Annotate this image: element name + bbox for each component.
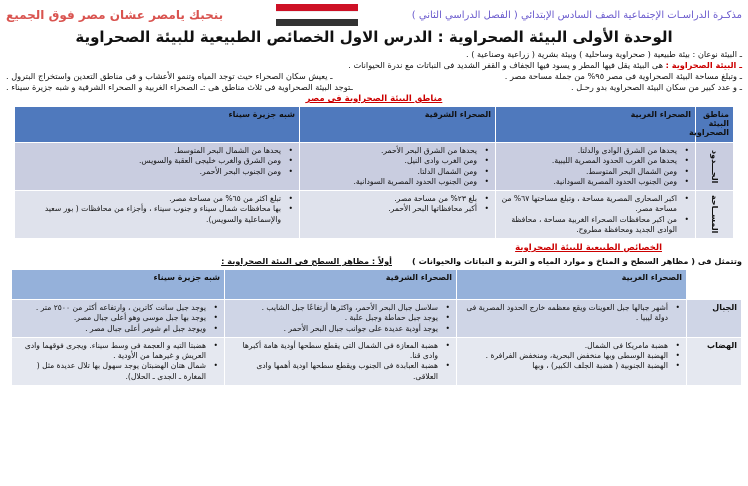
- cell: [12, 300, 225, 338]
- memo-header: مذكـرة الدراسـات الإجتماعية الصف السادس الإبتدائي ( الفصل الدراسي الثاني ): [411, 9, 742, 21]
- cell: [15, 143, 300, 191]
- list-item: • يحدها من الشرق البحر الأحمر.: [304, 146, 491, 156]
- cell: [300, 191, 496, 239]
- list-item: • ومن الجنوب البحر الأحمر.: [19, 167, 295, 177]
- intro-line: ـ يعيش سكان الصحراء حيث توجد المياه وتنمو الأعشاب و فى مناطق التعدين واستخراج البترول .: [6, 71, 333, 81]
- header-cell: الصحراء الشرقية: [225, 270, 457, 300]
- list-item: • هضبة العبابدة فى الجنوب ويقطع سطحها اودية أهمها وادى العلاقى.: [229, 361, 452, 382]
- row-label: المســاحة: [696, 191, 734, 239]
- intro-line: [6, 60, 742, 71]
- list-item: • ومن الجنوب الحدود المصرية السودانية.: [500, 177, 691, 187]
- bullet-list: [500, 194, 691, 235]
- cell: [225, 337, 457, 385]
- intro-line: ـ وتبلغ مساحة البيئة الصحراوية فى مصر ٩٥% من جملة مساحة مصر .: [504, 71, 742, 81]
- row-label: الحـــدود: [696, 143, 734, 191]
- cell: [496, 191, 696, 239]
- intro-line: ـ البيئة نوعان : بيئة طبيعية ( صحراوية وساحلية ) وبيئة بشرية ( زراعية وصناعية ) .: [466, 49, 742, 59]
- table-row: [15, 143, 734, 191]
- row-label: الجبال: [687, 300, 742, 338]
- page-title: الوحدة الأولى البيئة الصحراوية : الدرس الاول الخصائص الطبيعية للبيئة الصحراوية: [75, 28, 673, 46]
- bullet-list: [229, 341, 452, 382]
- intro-row: [6, 82, 742, 93]
- section2-line: وتتمثل فى ( مظاهر السطح و المناخ و موارد المياه و التربة و النباتات والحيوانات ): [412, 256, 742, 266]
- bullet-list: [304, 194, 491, 215]
- cell: [300, 143, 496, 191]
- list-item: • بها محافظات شمال سيناء و جنوب سيناء ، وأجزاء من محافظات ( بور سعيد والإسماعلية والسويس).: [19, 204, 295, 225]
- list-item: • الهضبة الوسطى وبها منخفض البحرية، ومنخفض الفرافرة .: [461, 351, 682, 361]
- cell: [15, 191, 300, 239]
- bullet-list: [500, 146, 691, 187]
- header-cell: شبه جزيرة سيناء: [12, 270, 225, 300]
- slogan: بنحبك يامصر عشان مصر فوق الجميع: [6, 8, 224, 22]
- list-item: • سلاسل جبال البحر الأحمر، واكثرها أرتفاعًا جبل الشايب .: [229, 303, 452, 313]
- list-item: • أشهر جبالها جبل العوينات ويقع معظمه خارج الحدود المصرية فى دولة ليبيا .: [461, 303, 682, 324]
- bullet-list: [16, 303, 220, 334]
- table1-subtitle: مناطق البيئة الصحراوية فى مصر: [305, 94, 443, 104]
- table-row: [15, 191, 734, 239]
- bullet-list: [16, 341, 220, 382]
- row-label: الهضاب: [687, 337, 742, 385]
- list-item: • هضبتا التيه و العجمة فى وسط سيناء. ويجرى فوقهما وادى العريش و غيرهما من الأودية .: [16, 341, 220, 362]
- table-row: [12, 300, 742, 338]
- header-cell: شبه جزيرة سيناء: [15, 107, 300, 143]
- cell: [496, 143, 696, 191]
- bullet-list: [229, 303, 452, 334]
- list-item: • يحدها من الغرب الحدود المصرية الليبية.: [500, 156, 691, 166]
- bullet-list: [461, 341, 682, 372]
- cell: [457, 300, 687, 338]
- bullet-list: [304, 146, 491, 187]
- bullet-list: [19, 194, 295, 225]
- section2-sub: أولاً : مظاهر السطح فى البيئة الصحراوية :: [221, 256, 392, 266]
- header-cell: الصحراء الشرقية: [300, 107, 496, 143]
- intro-line: ـتوجد البيئة الصحراوية فى ثلاث مناطق هى :ـ الصحراء الغربية و الصحراء الشرقية و شبه جزيرة سيناء .: [6, 82, 353, 92]
- list-item: • اكبر الصحارى المصرية مساحة ، وتبلغ مساحتها ٦٧% من مساحة مصر.: [500, 194, 691, 215]
- header-cell: مناطق البيئة الصحراوية: [696, 107, 734, 143]
- list-item: • تبلغ اكثر من ٦٥% من مساحة مصر.: [19, 194, 295, 204]
- header-cell: [687, 270, 742, 300]
- egypt-flag-icon: [276, 4, 358, 26]
- header-cell: الصحراء الغربية: [496, 107, 696, 143]
- list-item: • يوجد بها جبل موسى وهو أعلى جبال مصر.: [16, 313, 220, 323]
- cell: [12, 337, 225, 385]
- cell: [457, 337, 687, 385]
- bullet-list: [19, 146, 295, 177]
- list-item: • ويوجد جبل ام شومر أعلى جبال مصر .: [16, 324, 220, 334]
- list-item: • يحدها من الشمال البحر المتوسط.: [19, 146, 295, 156]
- list-item: • الهضبة الجنوبية ( هضبة الجلف الكبير) ، وبها: [461, 361, 682, 371]
- list-item: • شمال هتان الهضبتان يوجد سهول بها تلال عديدة مثل ( المغارة ـ الجدى ـ الحلال).: [16, 361, 220, 382]
- list-item: • يوجد جبل سانت كاترين ، وارتفاعه أكثر من ٢٥٠٠ متر .: [16, 303, 220, 313]
- list-item: • ومن الجنوب الحدود المصرية السودانية.: [304, 177, 491, 187]
- list-item: • ومن الشمال البحر المتوسط.: [500, 167, 691, 177]
- list-item: • يوجد جبل حماطة وجبل علبة .: [229, 313, 452, 323]
- header-cell: الصحراء الغربية: [457, 270, 687, 300]
- list-item: • ومن الغرب وادى النيل.: [304, 156, 491, 166]
- bullet-list: [461, 303, 682, 324]
- section2-lines: [6, 255, 742, 267]
- list-item: • يحدها من الشرق الوادى والدلتا.: [500, 146, 691, 156]
- list-item: • هضبة المعازة فى الشمال التى يقطع سطحها أودية هامة أكبرها وادى قنا.: [229, 341, 452, 362]
- list-item: • من اكبر محافظات الصحراء الغربية مساحة ، محافظة الوادى الجديد ومحافظة مطروح.: [500, 215, 691, 236]
- list-item: • ومن الشمال الدلتا.: [304, 167, 491, 177]
- intro-line: ـ و عدد كبير من سكان البيئة الصحراوية بدو رحـل .: [571, 82, 742, 92]
- table-header-row: [15, 107, 734, 143]
- table-header-row: [12, 270, 742, 300]
- list-item: • بلغ ٢٣% من مساحة مصر.: [304, 194, 491, 204]
- intro: [6, 49, 742, 93]
- intro-row: [6, 71, 742, 82]
- table-row: [12, 337, 742, 385]
- list-item: • هضبة مامريكا فى الشمال.: [461, 341, 682, 351]
- list-item: • ومن الشرق والغرب خليجى العقبة والسويس.: [19, 156, 295, 166]
- term: ـ البيئة الصحراوية :: [665, 60, 742, 70]
- desert-regions-table: [14, 106, 734, 239]
- page-header: [6, 4, 742, 26]
- definition: هى البيئة يقل فيها المطر و يسود فيها الجفاف و القفر الشديد فى النباتات مع ندرة الحيوانات .: [348, 60, 666, 70]
- surface-features-table: [11, 269, 742, 386]
- section2-title: الخصائص الطبيعية للبيئة الصحراوية: [515, 243, 662, 253]
- list-item: • يوجد أودية عديدة على جوانب جبال البحر الأحمر .: [229, 324, 452, 334]
- list-item: • أكبر محافظاتها البحر الأحمر.: [304, 204, 491, 214]
- cell: [225, 300, 457, 338]
